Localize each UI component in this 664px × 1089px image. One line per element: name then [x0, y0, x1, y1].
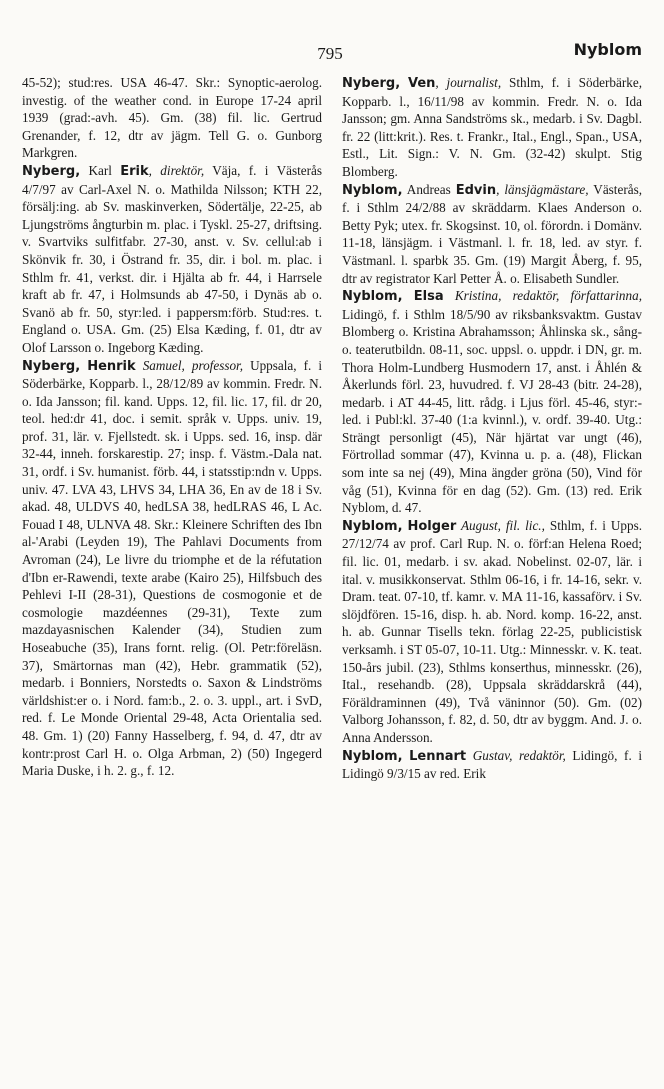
- entry-title: , länsjägmästare,: [496, 181, 589, 197]
- entry-surname: Nyblom,: [342, 182, 403, 198]
- entry-holger-nyblom: [342, 517, 642, 747]
- entry-title: August, fil. lic.,: [456, 517, 545, 533]
- entry-henrik-nyberg: [22, 357, 322, 780]
- entry-given-plain: Andreas: [402, 181, 456, 197]
- entry-surname: Nyblom,: [342, 289, 403, 305]
- right-column: [342, 74, 642, 783]
- entry-body: Lidingö, f. i Lidingö 9/3/15 av red. Erik: [342, 747, 643, 782]
- entry-elsa-nyblom: [342, 287, 642, 517]
- entry-surname: Nyblom,: [342, 748, 403, 764]
- entry-body: Sthlm, f. i Upps. 27/12/74 av prof. Carl Rup. N. o. förf:an Helena Roed; fil. lic. 01, medarb. i sv. akad. Nobelinst. 02-07, lär. i ital. v. musikkonservat. Sthlm 06-16, i fr. 14-16, sekr. v. Dram. teat. 07-10, tf. kamr. v. MA 11-16, kassaförv. i Sv. slöjdfören. 15-16, disp. h. ab. Nord. komp. 16-22, anst. h. ab. Gunnar Tisells tekn. förlag 22-25, publicistisk verksamh. i ST 05-07, 10-11. Utg.: Minnesskr. v. K. teat. 150-års jubil. (23), Sthlms konserthus, minnesskr. (26), Ital., resehandb. (28), Uppsala skräddarskrå (44), Föräldraminnen (49), Två väninnor (50). Gm. (02) Valborg Johansson, f. 82, d. 50, dtr av byggm. And. J. o. Anna Andersson.: [342, 517, 642, 745]
- entry-body: Västerås, f. i Sthlm 24/2/88 av skräddarm. Klaes Anderson o. Betty Pyk; utex. fr. Skogsinst. 10, ol. förordn. i Domänv. 11-18, länsjägm. i Västmanl. l. fr. 18, led. av styr. f. Västmanl. l. sparbk 35. Gm. (19) Margit Åberg, f. 95, dtr av registrator Karl Petter Å. o. Elisabeth Sundler.: [342, 181, 643, 286]
- entry-given-bold: Ven: [407, 76, 436, 91]
- entry-edvin-nyblom: [342, 181, 642, 288]
- entry-given-plain: [403, 288, 414, 303]
- entry-surname: Nyblom,: [342, 518, 403, 534]
- entry-body: Sthlm, f. i Söderbärke, Kopparb. l., 16/11/98 av kommin. Fredr. N. o. Ida Jansson; gm. Anna Sandströms sk., medarb. i Sv. Dagbl. fr. 22 (litt:krit.). Res. t. Frankr., Ital., Engl., Span., USA, Estl., Lit. Sign.: V. N. Gm. (32-42) skulpt. Stig Blomberg.: [342, 75, 643, 179]
- entry-lennart-nyblom: [342, 747, 642, 783]
- entry-title: , journalist,: [435, 75, 502, 90]
- entry-title: Kristina, redaktör, författarinna,: [443, 288, 642, 304]
- entry-title: Samuel, professor,: [135, 357, 244, 373]
- page-number: 795: [317, 44, 343, 63]
- entry-given-bold: Erik: [120, 163, 149, 179]
- running-head: Nyblom: [573, 40, 642, 59]
- entry-title: Gustav, redaktör,: [466, 747, 566, 763]
- entry-ven-nyberg: [342, 74, 642, 181]
- entry-body: Lidingö, f. i Sthlm 18/5/90 av riksbanksvaktm. Gustav Blomberg o. Kristina Abrahamsson; Åhlinska sk., sång- o. teaterutbildn. 08-11, soc. uppsl. o. uppdr. i DN, gr. m. Thora Holm-Lundberg Husmodern 17, anst. i Åhlén & Åkerlunds förl. 23, huvudred. f. VJ 28-43 (bitr. 24-28), medarb. i AT 44-45, litt. rådg. i Ljus förl. 45-46, styr:-led. i Publ:kl. 37-40 (1:a kvinnl.), v. ordf. 39-40. Utg.: Strängt personligt (45), När hjärtat var ungt (46), Förtrollad sommar (47), Kvinna u. p. a. (48), Flickan som inte sa nej (49), Mina ängder gröna (50), Vind för våg (51), Kvinna för en dag (52). Gm. (13) red. Erik Nyblom, d. 47.: [342, 306, 642, 516]
- entry-body: Uppsala, f. i Söderbärke, Kopparb. l., 28/12/89 av kommin. Fredr. N. o. Ida Jansson; fil. kand. Upps. 12, fil. lic. 17, fil. dr 20, teol. hed:dr 41, doc. i semit. språk v. Upps. univ. 19, prof. 31, lär. v. Fjellstedt. sk. i Upps. sed. 16, insp. där 32-44, inneh. forskarestip. 27; insp. f. Västm.-Dala nat. 31, ordf. i Sv. humanist. förb. 44, i statsstip:ndn v. Upps. univ. 47. LVA 43, LHVS 34, LHA 36, En av de 18 i Sv. akad. 48, ULDVS 40, hedLSA 38, hedLRAS 46, L Ac. Fouad I 48, ULNVA 48. Skr.: Kleinere Schriften des Ibn al-'Arabi (Leyden 19), The Pahlavi Documents from Avroman (24), Le livre du triomphe et de la réfutation d'Ibn er-Rawendi, texte arabe (Kairo 25), Hilfsbuch des Pehlevi I-II (28-31), Questions de cosmogonie et de cosmologie mazdéennes (29-31), Texte zum mazdayasnischen Kalender (34), Studien zum Hoseabuche (35), Irans fornt. relig. (Ol. Petr:föreläsn. 37), Smärtornas man (42), Hebr. grammatik (52), medarb. i Bonniers, Norstedts o. Saxon & Lindströms världshist:er o. i Nord. fam:b., 2. o. 3. uppl., art. i SvD, red. f. Le Monde Oriental 29-48, Acta Orientalia sed. 48. Gm. 1) (20) Fanny Hasselberg, f. 94, d. 47, dtr av kontr:prost Carl H. o. Olga Arbman, 2) (50) Ingegerd Maria Duske, i h. 2. g., f. 12.: [22, 357, 323, 779]
- entry-erik-nyberg: [22, 162, 322, 357]
- entry-given-plain: [400, 75, 408, 90]
- entry-given-plain: Karl: [80, 162, 121, 178]
- entry-given-bold: Henrik: [87, 358, 136, 374]
- entry-surname: Nyberg,: [342, 76, 401, 91]
- entry-body: Väja, f. i Västerås 4/7/97 av Carl-Axel N. o. Mathilda Nilsson; KTH 22, försälj:ing. ab Sv. maskinverken, Södertälje, 22-25, ab Ljungströms ångturbin m. plac. i Tyskl. 25-27, driftsing. v. Svartviks sulfitfabr. 27-30, anst. v. Sv. cellul:ab i Skönvik fr. 30, i Östrand fr. 35, dir. i bol. m. plac. i Sthlm fr. 41, verkst. dir. i Hjälta ab fr. 44, i Harrsele kraft ab fr. 47, i Holmsunds ab 47-50, i Dynäs ab o. Svanö ab fr. 50, styr:led. i pappersm:förb. Stud:res. t. England o. USA. Gm. (25) Elsa Kæding, f. 01, dtr av Olof Larsson o. Ingeborg Kæding.: [22, 162, 322, 355]
- entry-given-bold: Elsa: [413, 289, 444, 305]
- entry-title: , direktör,: [148, 162, 205, 178]
- entry-given-bold: Edvin: [455, 182, 497, 198]
- continuation-text: 45-52); stud:res. USA 46-47. Skr.: Synoptic-aerolog. investig. of the weather cond. in Europe 17-24 april 1939 (grad:-avh. 45). Gm. (38) fil. lic. Gertrud Grenander, f. 12, dtr av jägm. Tell G. o. Gunborg Markgren.: [22, 75, 322, 161]
- entry-given-bold: Lennart: [409, 748, 467, 764]
- entry-surname: Nyberg,: [22, 358, 81, 374]
- entry-given-bold: Holger: [407, 518, 457, 534]
- entry-surname: Nyberg,: [22, 163, 81, 179]
- left-column: [22, 74, 322, 780]
